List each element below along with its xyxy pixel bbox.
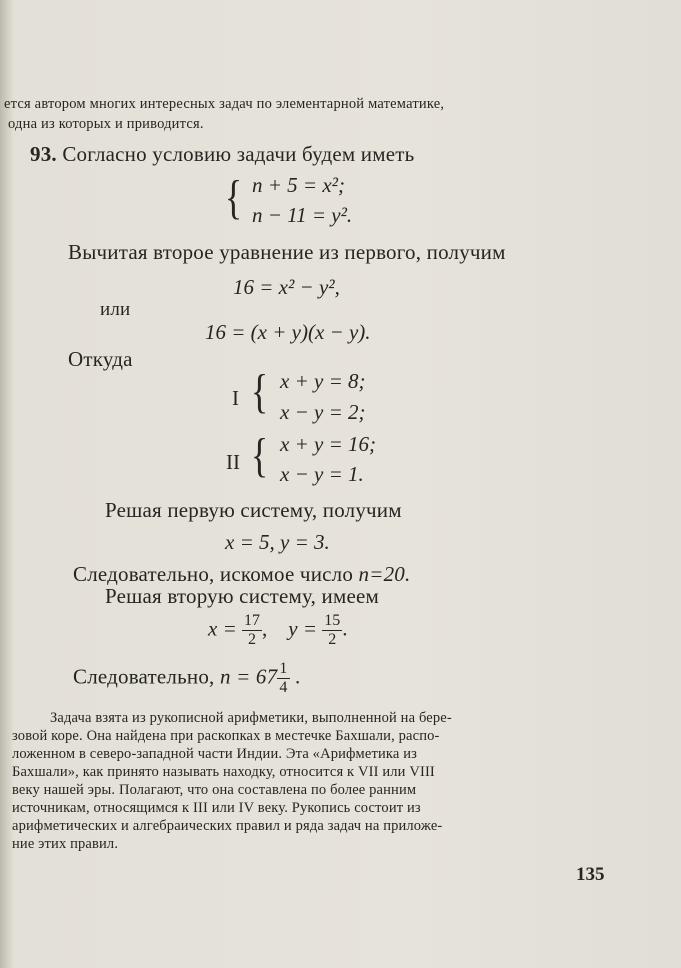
- system0-brace: {: [224, 171, 243, 224]
- intro-line-2: одна из которых и приводится.: [8, 116, 204, 132]
- conclusion2-fraction: [277, 660, 289, 697]
- step1-text: Вычитая второе уравнение из первого, получим: [68, 240, 506, 264]
- step2-text: Решая первую систему, получим: [105, 498, 402, 522]
- note-line-4: Бахшали», как принято называть находку, относится к VII или VIII: [12, 764, 435, 780]
- system1-brace: {: [250, 365, 269, 418]
- system2-eq2: x − y = 1.: [280, 462, 364, 486]
- result2-y-fraction: [322, 612, 342, 649]
- conclusion2-numerator: 1: [279, 660, 288, 677]
- conclusion2: Следовательно, n = 67 $\frac{1}{4}$ .: [73, 660, 301, 696]
- system1-eq1: x + y = 8;: [280, 369, 366, 393]
- intro-line-1: ется автором многих интересных задач по элементарной математике,: [4, 96, 445, 112]
- system2-label: II: [226, 450, 240, 474]
- result2-x-denominator: 2: [248, 631, 256, 648]
- result2-y-numerator: 15: [324, 612, 341, 629]
- equation-a: 16 = x² − y²,: [233, 275, 340, 299]
- note-line-7: арифметических и алгебраических правил и ряда задач на приложе-: [12, 818, 443, 834]
- system1-label: I: [232, 386, 239, 410]
- note-line-2: зовой коре. Она найдена при раскопках в местечке Бахшали, распо-: [12, 728, 440, 744]
- system2-brace: {: [250, 429, 269, 482]
- result2-x-numerator: 17: [244, 612, 260, 629]
- result2-y-lhs: y =: [288, 616, 317, 641]
- result2-x-lhs: x =: [208, 616, 237, 641]
- system0-eq1: n + 5 = x²;: [252, 173, 345, 197]
- word-whence: Откуда: [68, 347, 133, 371]
- system1-eq2: x − y = 2;: [280, 400, 366, 424]
- result1: x = 5, y = 3.: [225, 530, 330, 554]
- result2: x = $\frac{17}{2}$ , y = $\frac{15}{2}$ .: [208, 612, 348, 648]
- step3-text: Решая вторую систему, имеем: [105, 584, 380, 608]
- problem-statement: Согласно условию задачи будем иметь: [62, 142, 415, 166]
- system2-eq1: x + y = 16;: [280, 432, 376, 456]
- result2-x-fraction: [242, 612, 262, 649]
- word-or: или: [100, 299, 131, 320]
- conclusion2-text: Следовательно,: [73, 664, 215, 689]
- problem-number: 93.: [30, 142, 57, 166]
- conclusion1-text: Следовательно, искомое число: [73, 562, 354, 586]
- note-line-6: источникам, относящимся к III или IV веку. Рукопись состоит из: [12, 800, 421, 816]
- note-line-8: ние этих правил.: [12, 836, 119, 852]
- note-line-1: Задача взята из рукописной арифметики, выполненной на бере-: [50, 710, 452, 726]
- result2-y-denominator: 2: [328, 631, 337, 648]
- conclusion2-denominator: 4: [279, 679, 288, 696]
- equation-b: 16 = (x + y)(x − y).: [205, 320, 371, 344]
- note-line-5: веку нашей эры. Полагают, что она составлена по более ранним: [12, 782, 417, 798]
- note-line-3: ложенном в северо-западной части Индии. Эта «Арифметика из: [12, 746, 417, 762]
- page-number: 135: [576, 864, 605, 885]
- problem-heading: [30, 142, 414, 167]
- conclusion2-lhs: n = 67: [219, 664, 278, 689]
- conclusion1-expr: n=20.: [358, 562, 411, 586]
- system0-eq2: n − 11 = y².: [252, 203, 353, 227]
